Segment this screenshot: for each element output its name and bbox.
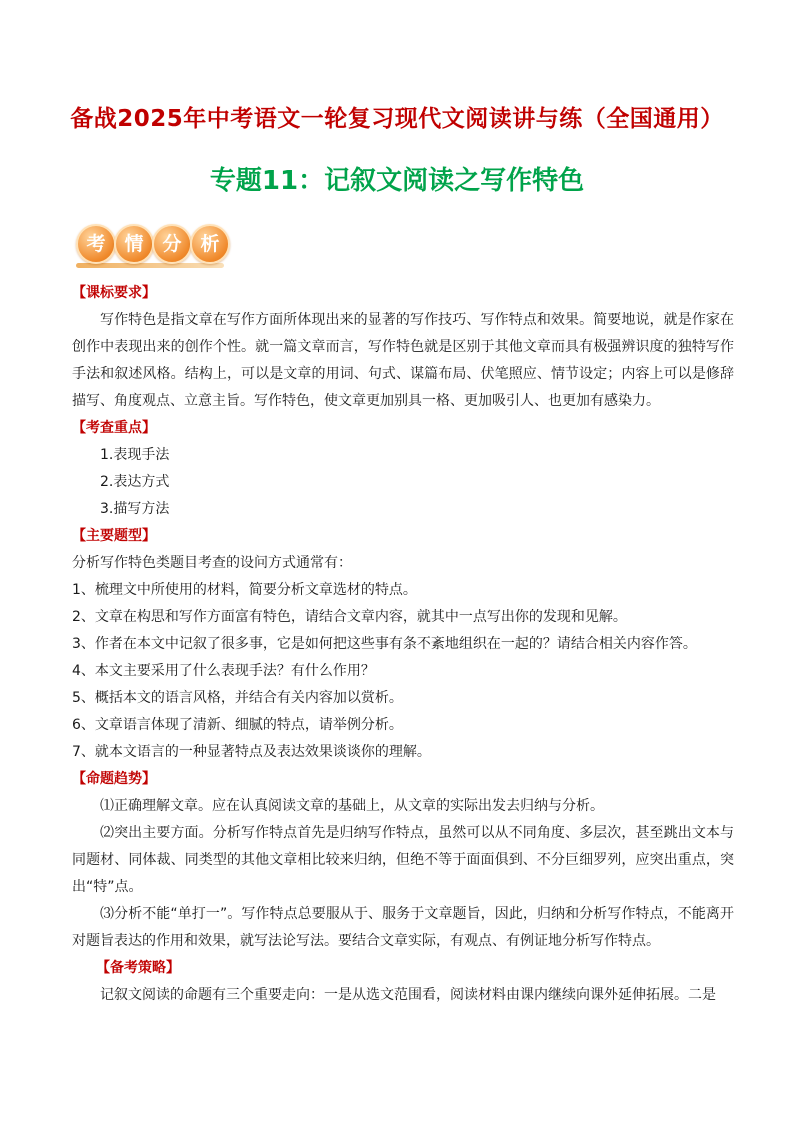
kaoqing-fenxi-banner: [74, 222, 226, 268]
tixing-item: 4、本文主要采用了什么表现手法？有什么作用？: [72, 663, 375, 679]
tixing-item: 2、文章在构思和写作方面富有特色，请结合文章内容，就其中一点写出你的发现和见解。: [72, 609, 627, 625]
zhongdian-item: 1.表现手法: [100, 447, 170, 463]
section-heading-qushi: 【命题趋势】: [72, 771, 156, 787]
zhongdian-item: 2.表达方式: [100, 474, 170, 490]
zhongdian-item: 3.描写方法: [100, 501, 170, 517]
section-heading-celue: 【备考策略】: [96, 960, 180, 976]
tixing-intro: 分析写作特色类题目考查的设问方式通常有：: [72, 555, 352, 571]
tixing-item: 6、文章语言体现了清新、细腻的特点，请举例分析。: [72, 717, 403, 733]
qushi-paragraph: ⑴正确理解文章。应在认真阅读文章的基础上，从文章的实际出发去归纳与分析。: [100, 798, 604, 814]
celue-paragraph: 记叙文阅读的命题有三个重要走向：一是从选文范围看，阅读材料由课内继续向课外延伸拓展。二是: [100, 987, 716, 1003]
section-heading-tixing: 【主要题型】: [72, 528, 156, 544]
qushi-paragraph: ⑶分析不能“单打一”。写作特点总要服从于、服务于文章题旨，因此，归纳和分析写作特点，不能离开对题旨表达的作用和效果，就写法论写法。要结合文章实际，有观点、有例证地分析写作特点。: [72, 906, 734, 949]
document-subtitle: 专题11：记叙文阅读之写作特色: [209, 166, 585, 196]
document-body: [72, 280, 734, 1009]
tixing-item: 1、梳理文中所使用的材料，简要分析文章选材的特点。: [72, 582, 417, 598]
document-title: 备战2025年中考语文一轮复习现代文阅读讲与练（全国通用）: [70, 106, 724, 132]
banner-char-1: 考: [76, 224, 116, 264]
section-heading-zhongdian: 【考查重点】: [72, 420, 156, 436]
tixing-item: 3、作者在本文中记叙了很多事，它是如何把这些事有条不紊地组织在一起的？请结合相关内容作答。: [72, 636, 697, 652]
banner-char-3: 分: [152, 224, 192, 264]
section-heading-kebiao: 【课标要求】: [72, 285, 156, 301]
banner-char-4: 析: [190, 224, 230, 264]
tixing-item: 7、就本文语言的一种显著特点及表达效果谈谈你的理解。: [72, 744, 431, 760]
kebiao-paragraph: 写作特色是指文章在写作方面所体现出来的显著的写作技巧、写作特点和效果。简要地说，就是作家在创作中表现出来的创作个性。就一篇文章而言，写作特色就是区别于其他文章而具有极强辨识度的独特写作手法和叙述风格。结构上，可以是文章的用词、句式、谋篇布局、伏笔照应、情节设定；内容上可以是修辞描写、角度观点、立意主旨。写作特色，使文章更加别具一格、更加吸引人、也更加有感染力。: [72, 312, 734, 409]
tixing-item: 5、概括本文的语言风格，并结合有关内容加以赏析。: [72, 690, 403, 706]
qushi-paragraph: ⑵突出主要方面。分析写作特点首先是归纳写作特点，虽然可以从不同角度、多层次，甚至跳出文本与同题材、同体裁、同类型的其他文章相比较来归纳，但绝不等于面面俱到、不分巨细罗列，应突出重点，突出“特”点。: [72, 825, 734, 895]
banner-char-2: 情: [114, 224, 154, 264]
